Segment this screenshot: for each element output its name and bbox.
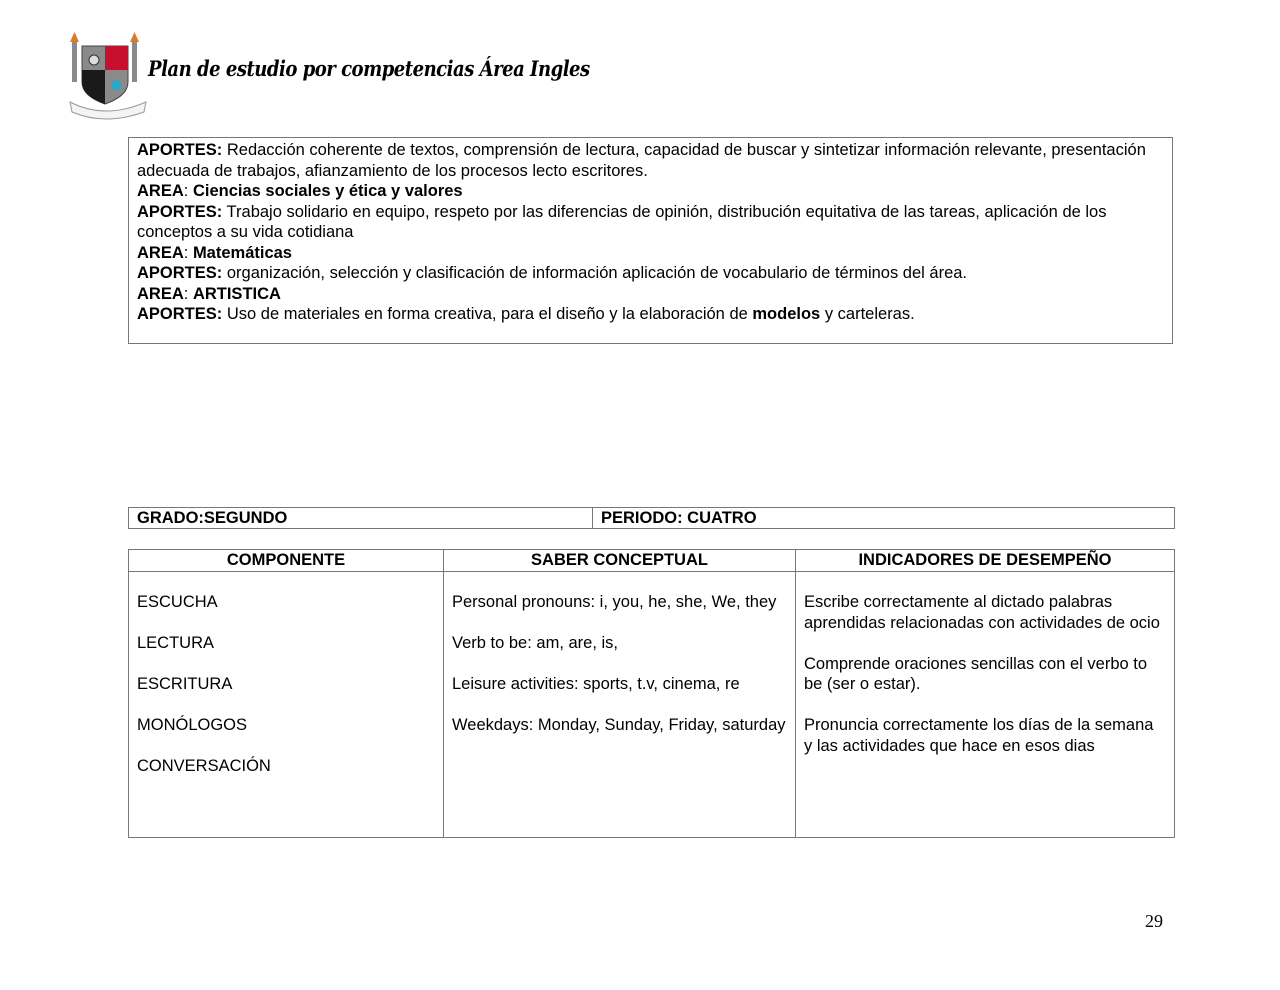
saber-conceptual-cell (444, 572, 796, 838)
aportes-line (137, 140, 1164, 181)
area-separator: : (183, 243, 193, 262)
area-separator: : (183, 182, 193, 200)
list-item: Leisure activities: sports, t.v, cinema, re (452, 675, 740, 693)
list-item: MONÓLOGOS (137, 716, 248, 734)
aportes-label: APORTES: (137, 202, 223, 221)
grado-periodo-row (129, 508, 1175, 529)
list-item: Personal pronouns: i, you, he, she, We, they (452, 593, 777, 611)
componente-cell (129, 572, 444, 838)
indicadores-cell (796, 572, 1175, 838)
header-indicadores: INDICADORES DE DESEMPEÑO (796, 550, 1175, 572)
aportes-text: organización, selección y clasificación de información aplicación de vocabulario de términos del área. (222, 264, 968, 282)
list-item: LECTURA (137, 634, 215, 652)
aportes-text: Redacción coherente de textos, comprensión de lectura, capacidad de buscar y sintetizar información relevante, presentación adecuada de trabajos, afianzamiento de los procesos lecto escritores. (137, 141, 1146, 180)
aportes-bold-word: modelos (752, 305, 821, 323)
area-label: AREA (137, 182, 184, 200)
grado-cell: GRADO:SEGUNDO (129, 508, 593, 529)
aportes-line (137, 263, 1164, 284)
table-row (129, 572, 1175, 838)
page-number: 29 (1145, 911, 1163, 931)
header-componente: COMPONENTE (129, 550, 444, 572)
list-item: ESCRITURA (137, 675, 233, 693)
area-label: AREA (137, 284, 184, 303)
list-item: Weekdays: Monday, Sunday, Friday, saturday (452, 716, 786, 734)
periodo-cell: PERIODO: CUATRO (593, 508, 1175, 529)
aportes-box (128, 137, 1173, 344)
aportes-label: APORTES: (137, 305, 223, 323)
grado-periodo-table (128, 507, 1175, 529)
aportes-line (137, 304, 1164, 325)
aportes-line (137, 202, 1164, 243)
list-item: Comprende oraciones sencillas con el verbo to be (ser o estar). (804, 654, 1148, 693)
list-item: Escribe correctamente al dictado palabras aprendidas relacionadas con actividades de ocio (804, 593, 1160, 632)
area-line (137, 243, 1164, 264)
aportes-label: APORTES: (137, 264, 223, 282)
aportes-text: Uso de materiales en forma creativa, para el diseño y la elaboración de (222, 305, 753, 323)
area-name: ARTISTICA (192, 284, 281, 303)
school-crest-logo (66, 30, 152, 122)
aportes-label: APORTES: (137, 141, 223, 159)
area-line (137, 181, 1164, 202)
area-separator: : (183, 284, 193, 303)
area-label: AREA (137, 243, 184, 262)
competencias-table (128, 549, 1175, 838)
list-item: ESCUCHA (137, 593, 218, 611)
list-item: CONVERSACIÓN (137, 757, 271, 775)
area-name: Ciencias sociales y ética y valores (192, 182, 463, 200)
list-item: Verb to be: am, are, is, (452, 634, 618, 652)
aportes-text: y carteleras. (820, 305, 915, 323)
header-saber-conceptual: SABER CONCEPTUAL (444, 550, 796, 572)
table-header-row (129, 550, 1175, 572)
header-title: Plan de estudio por competencias Área Ingles (148, 56, 590, 81)
area-name: Matemáticas (192, 243, 292, 262)
aportes-text: Trabajo solidario en equipo, respeto por las diferencias de opinión, distribución equitativa de las tareas, aplicación de los conceptos a su vida cotidiana (137, 202, 1107, 241)
list-item: Pronuncia correctamente los días de la semana y las actividades que hace en esos dias (804, 716, 1154, 755)
area-line (137, 284, 1164, 305)
